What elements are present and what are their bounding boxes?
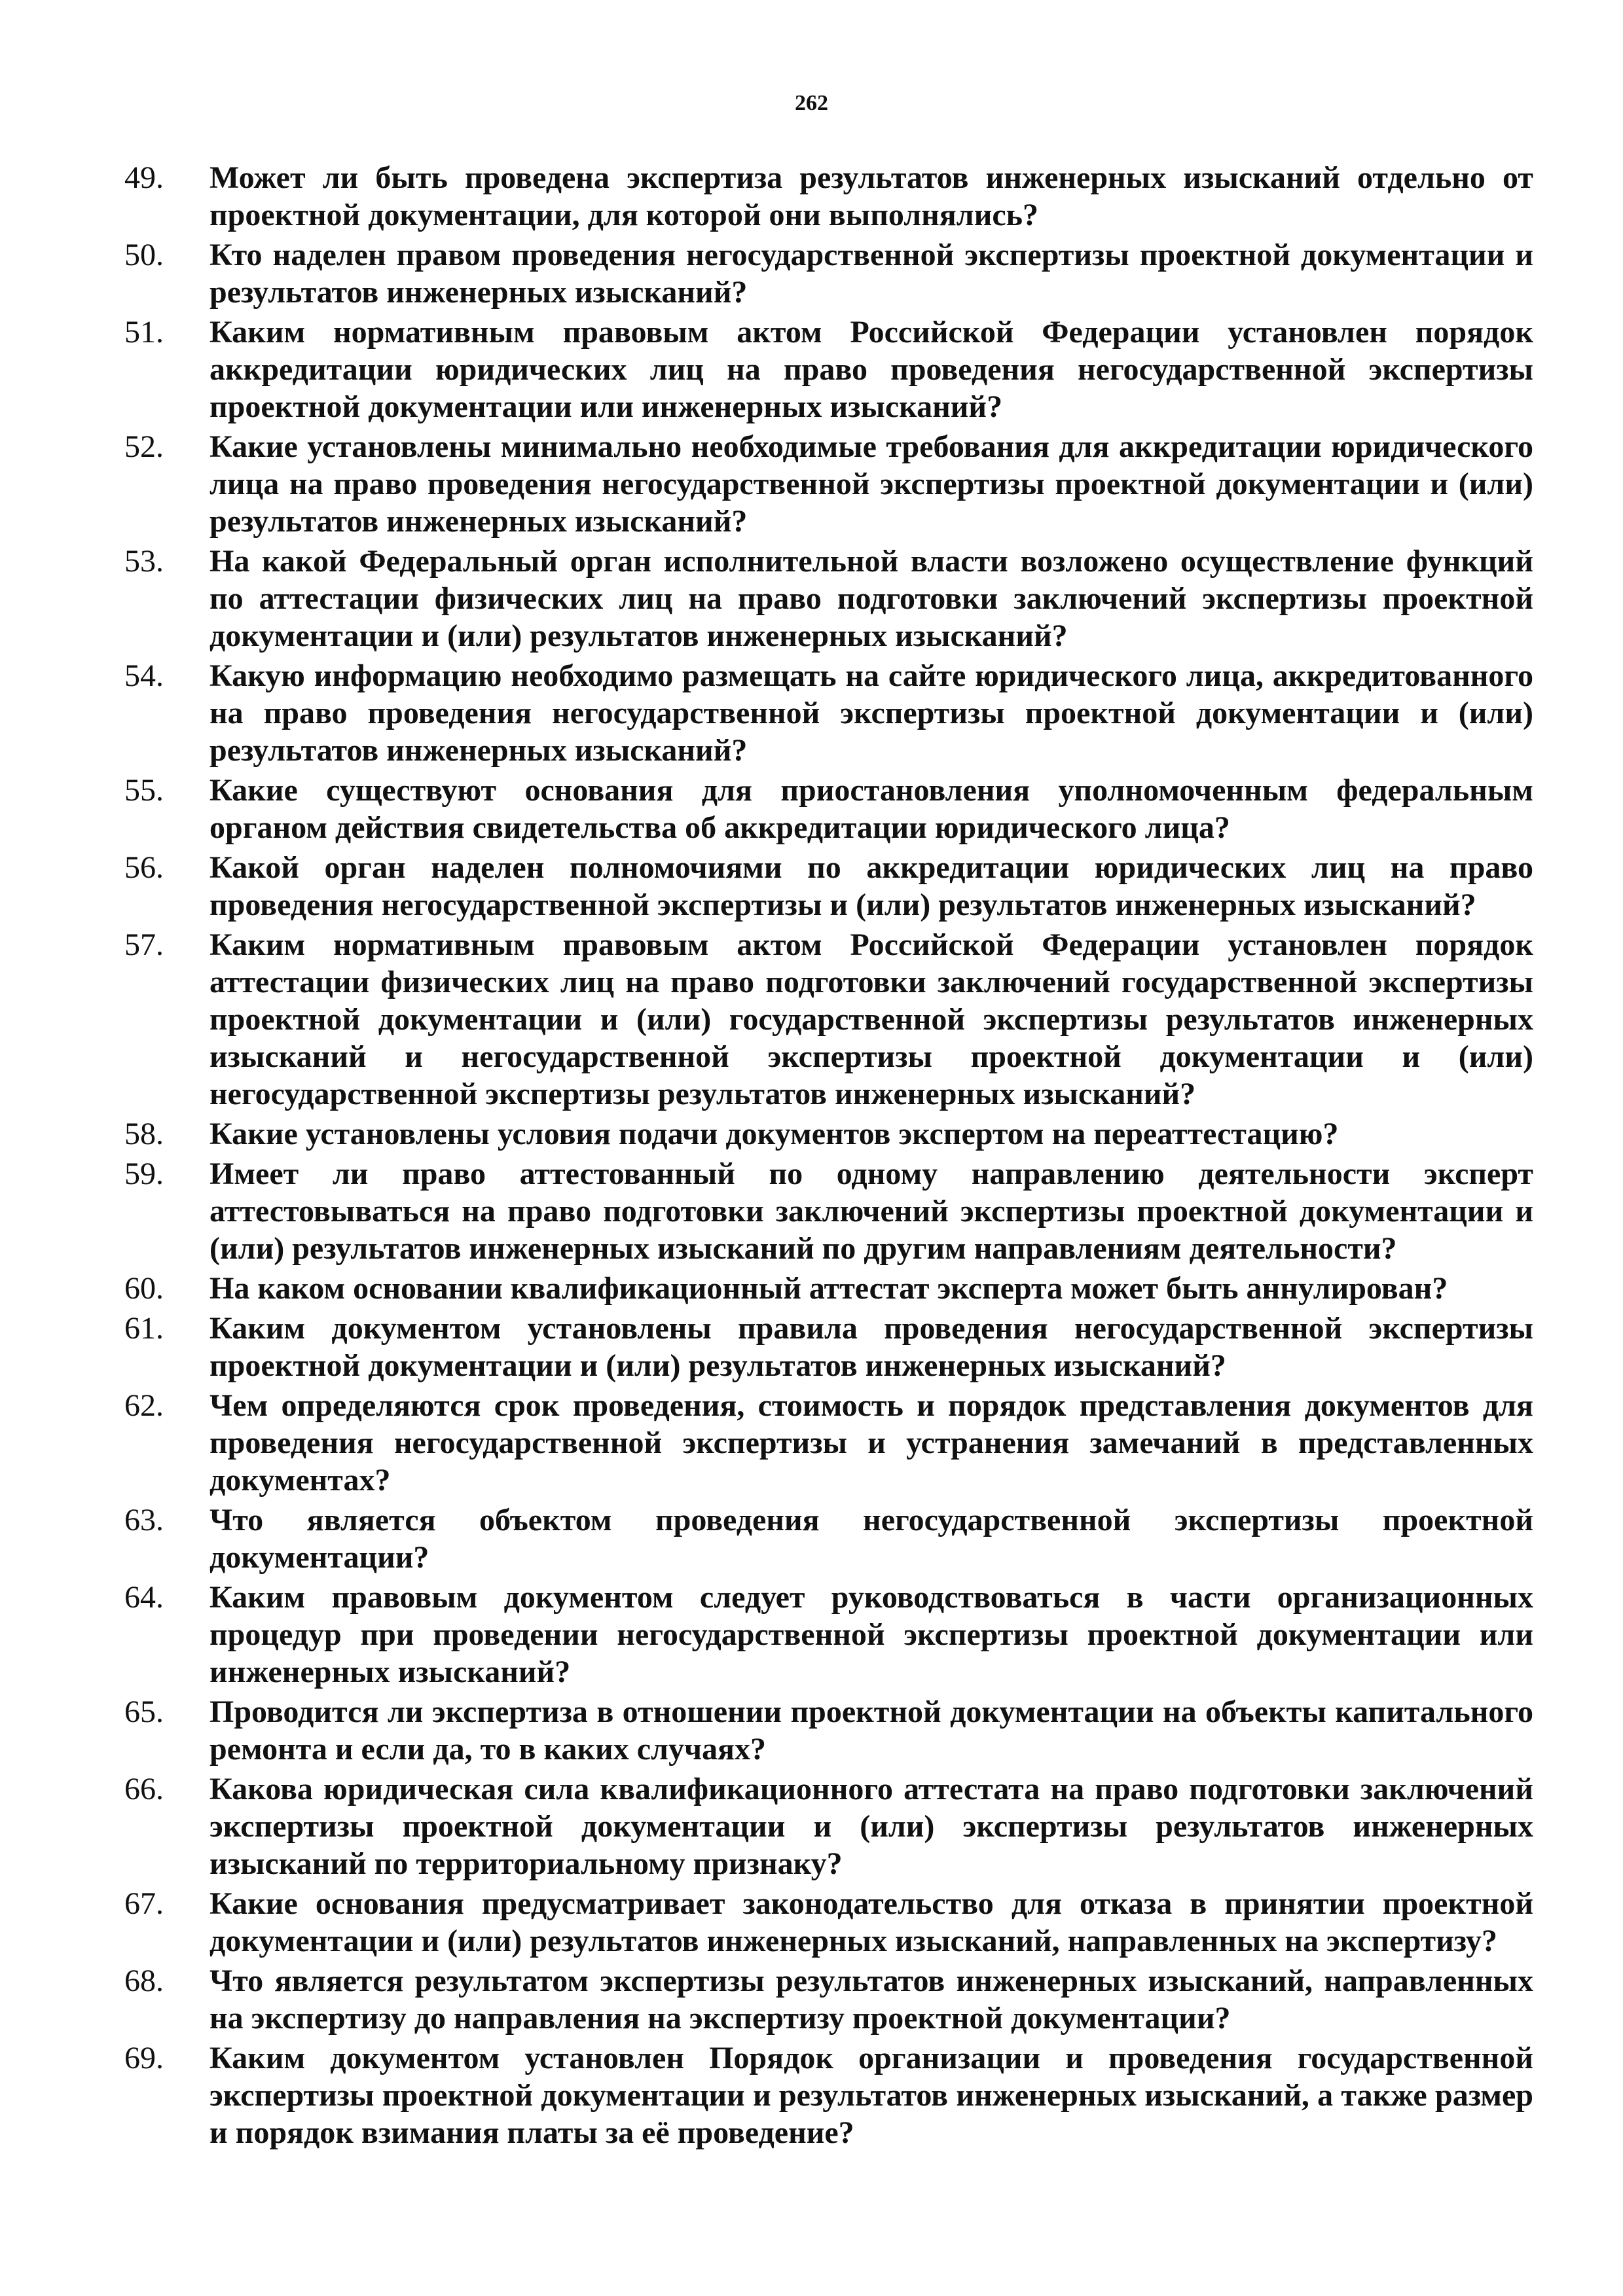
question-text: Какую информацию необходимо размещать на сайте юридического лица, аккредитованного на право проведения негосударственной экспертизы проектной документации и (или) результатов инженерных изысканий?: [210, 658, 1533, 768]
question-item: [124, 772, 1533, 846]
question-number: 69.: [124, 2041, 164, 2075]
question-item: [124, 2039, 1533, 2151]
question-number: 67.: [124, 1886, 164, 1921]
question-number: 66.: [124, 1772, 164, 1806]
question-text: Каким нормативным правовым актом Российской Федерации установлен порядок аттестации физических лиц на право подготовки заключений государственной экспертизы проектной документации и (или) государственной экспертизы результатов инженерных изысканий и негосударственной экспертизы проектной документации и (или) негосударственной экспертизы результатов инженерных изысканий?: [210, 927, 1533, 1111]
question-text: На какой Федеральный орган исполнительной власти возложено осуществление функций по аттестации физических лиц на право подготовки заключений экспертизы проектной документации и (или) результатов инженерных изысканий?: [210, 544, 1533, 653]
question-number: 52.: [124, 429, 164, 464]
question-number: 54.: [124, 658, 164, 693]
question-item: [124, 428, 1533, 540]
question-number: 61.: [124, 1311, 164, 1346]
question-item: [124, 849, 1533, 924]
question-text: Какие основания предусматривает законодательство для отказа в принятии проектной документации и (или) результатов инженерных изысканий, направленных на экспертизу?: [210, 1886, 1533, 1958]
question-text: Что является результатом экспертизы результатов инженерных изысканий, направленных на экспертизу до направления на экспертизу проектной документации?: [210, 1964, 1533, 2036]
question-text: Каким документом установлен Порядок организации и проведения государственной экспертизы проектной документации и результатов инженерных изысканий, а также размер и порядок взимания платы за её проведение?: [210, 2041, 1533, 2150]
question-item: [124, 1310, 1533, 1384]
question-number: 56.: [124, 850, 164, 885]
question-item: [124, 1387, 1533, 1499]
question-item: [124, 236, 1533, 311]
question-text: Имеет ли право аттестованный по одному направлению деятельности эксперт аттестовываться на право подготовки заключений экспертизы проектной документации и (или) результатов инженерных изысканий по другим направлениям деятельности?: [210, 1157, 1533, 1266]
question-text: Какой орган наделен полномочиями по аккредитации юридических лиц на право проведения негосударственной экспертизы и (или) результатов инженерных изысканий?: [210, 850, 1533, 922]
question-text: Какие установлены условия подачи документов экспертом на переаттестацию?: [210, 1117, 1339, 1151]
question-item: [124, 314, 1533, 425]
question-number: 65.: [124, 1695, 164, 1729]
question-number: 55.: [124, 773, 164, 808]
question-number: 59.: [124, 1157, 164, 1191]
question-text: Каким правовым документом следует руководствоваться в части организационных процедур при проведении негосударственной экспертизы проектной документации или инженерных изысканий?: [210, 1580, 1533, 1689]
question-item: [124, 159, 1533, 234]
question-text: Каким документом установлены правила проведения негосударственной экспертизы проектной документации и (или) результатов инженерных изысканий?: [210, 1311, 1533, 1383]
question-text: Может ли быть проведена экспертиза результатов инженерных изысканий отдельно от проектной документации, для которой они выполнялись?: [210, 160, 1533, 232]
question-number: 50.: [124, 238, 164, 272]
question-number: 64.: [124, 1580, 164, 1615]
question-text: Кто наделен правом проведения негосударственной экспертизы проектной документации и результатов инженерных изысканий?: [210, 238, 1533, 310]
question-item: [124, 1115, 1533, 1153]
question-number: 62.: [124, 1388, 164, 1423]
question-number: 68.: [124, 1964, 164, 1998]
question-item: [124, 1270, 1533, 1307]
question-item: [124, 1501, 1533, 1576]
question-item: [124, 1579, 1533, 1691]
question-text: Какие существуют основания для приостановления уполномоченным федеральным органом действия свидетельства об аккредитации юридического лица?: [210, 773, 1533, 845]
question-item: [124, 1155, 1533, 1267]
question-number: 57.: [124, 927, 164, 962]
question-item: [124, 1962, 1533, 2037]
question-number: 58.: [124, 1117, 164, 1151]
question-text: Чем определяются срок проведения, стоимость и порядок представления документов для проведения негосударственной экспертизы и устранения замечаний в представленных документах?: [210, 1388, 1533, 1498]
question-number: 53.: [124, 544, 164, 579]
question-text: Проводится ли экспертиза в отношении проектной документации на объекты капитального ремонта и если да, то в каких случаях?: [210, 1695, 1533, 1767]
question-text: Какова юридическая сила квалификационного аттестата на право подготовки заключений экспертизы проектной документации и (или) экспертизы результатов инженерных изысканий по территориальному признаку?: [210, 1772, 1533, 1881]
question-number: 51.: [124, 315, 164, 350]
question-item: [124, 1885, 1533, 1960]
question-number: 49.: [124, 160, 164, 195]
question-item: [124, 926, 1533, 1113]
question-number: 60.: [124, 1271, 164, 1306]
question-text: Какие установлены минимально необходимые требования для аккредитации юридического лица на право проведения негосударственной экспертизы проектной документации и (или) результатов инженерных изысканий?: [210, 429, 1533, 539]
question-item: [124, 1693, 1533, 1768]
question-number: 63.: [124, 1503, 164, 1537]
question-item: [124, 1770, 1533, 1882]
page-number: 262: [795, 91, 828, 115]
question-list: [124, 159, 1533, 2154]
question-item: [124, 657, 1533, 769]
question-item: [124, 543, 1533, 655]
question-text: Каким нормативным правовым актом Российской Федерации установлен порядок аккредитации юридических лиц на право проведения негосударственной экспертизы проектной документации или инженерных изысканий?: [210, 315, 1533, 424]
question-text: Что является объектом проведения негосударственной экспертизы проектной документации?: [210, 1503, 1533, 1575]
question-text: На каком основании квалификационный аттестат эксперта может быть аннулирован?: [210, 1271, 1448, 1306]
